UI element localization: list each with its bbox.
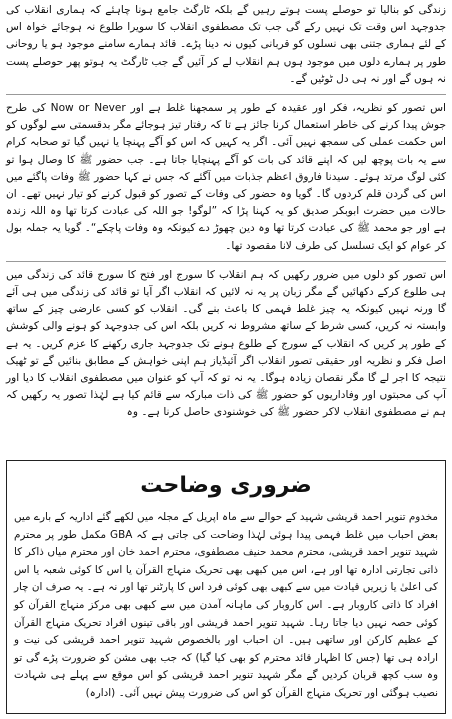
notice-body	[14, 509, 438, 703]
paragraph-divider	[6, 94, 446, 95]
notice-body-main: مکمل طور پر محترم شہید تنویر احمد قریشی، محترم محمد حنیف مصطفوی، محترم احمد خان اور محترم میاں ذاکر کا ذاتی تجارتی ادارہ تھا اور ہے، اس میں کبھی بھی تحریک منہاج القرآن یا اس کا کوئی شعبہ یا اس کی اعلیٰ یا زیریں قیادت میں سے کبھی بھی کوئی فرد اس کا پارٹنر تھا اور نہ ہے۔ یہ صرف ان چار افراد کا ذاتی کاروبار ہے۔ اس کاروبار کی ماہانہ آمدن میں سے کبھی بھی مرکز منہاج القرآن کو کوئی حصہ نہیں دیا جاتا رہا۔ شہید تنویر احمد قریشی اور باقی تینوں افراد تحریک منہاج القرآن کے عظیم کارکن اور ساتھی ہیں۔ ان احباب اور بالخصوص شہید تنویر احمد قریشی کی نیت و ارادہ ہی تھا (جس کا اظہار قائد محترم کو بھی کیا گیا) کہ جب بھی مشن کو ضرورت پڑے گی تو وہ سب کچھ قربان کردیں گے مگر شہید تنویر احمد قریشی کو اس موقع سے پہلے ہی شہادت نصیب ہوگئی اور تحریک منہاج القرآن کو اس کی ضرورت پیش نہیں آئی۔	[14, 528, 438, 699]
notice-signature: (ادارہ)	[85, 686, 116, 699]
article-paragraph-1: زندگی کو بنالیا تو حوصلے پست ہوتے رہیں گے بلکہ ٹارگٹ جامع ہونا چاہئے کہ ہماری انقلاب کی جدوجہد اس وقت تک نہیں رکے گی جب تک مصطفوی انقلاب کا سویرا طلوع نہ ہوجائے خواہ اس کے لئے ہماری جتنی بھی نسلوں کو قربانی کیوں نہ دینا پڑے۔ قائد ہمارے سامنے موجود ہو یا روحانی طور پر ہمارے دلوں میں موجود ہوں ہم انقلاب لے کر آئیں گے جب ٹارگٹ یہ ہوتو پھر حوصلے پست نہ ہوں گے اور نہ ہی دل ٹوٹیں گے۔	[6, 4, 446, 85]
article-paragraph-2: اس تصور کو نظریہ، فکر اور عقیدہ کے طور پر سمجھنا غلط ہے اور Now or Never کی طرح جوش پیدا کرنے کی خاطر استعمال کرنا جائز ہے تا کہ رفتار تیز ہوجائے مگر بدقسمتی سے لوگوں کو اس حکمت عملی کی سمجھ نہیں آئی۔ اگر یہ کہیں کہ اس کو آگے پہنچا یا نہیں گیا تو صحابہ کرام سے یہ بات پوچھ لیں کہ اپنے قائد کی بات کو آگے پہنچایا جاتا ہے۔ جب حضور ﷺ کا وصال ہوا تو کئی لوگ مرتد ہوئے۔ سیدنا فاروق اعظم جذبات میں آگئے کہ جس نے کہا حضور ﷺ وفات پاگئے میں اس کی گردن قلم کردوں گا۔ گویا وہ حضور کی وفات کے تصور کو قبول کرنے کو تیار نہیں تھے۔ ان حالات میں حضرت ابوبکر صدیق کو یہ کہنا پڑا کہ ”لوگو! جو اللہ کی عبادت کرتا تھا وہ اللہ زندہ ہے اور جو محمد ﷺ کی عبادت کرتا تھا وہ دین چھوڑ دے کیونکہ وہ وفات پاچکے“۔ گویا یہ جملہ بول کر عوام کو ایک تسلسل کی طرف لانا مقصود تھا۔	[6, 102, 446, 252]
clarification-notice-box	[6, 460, 446, 714]
paragraph-divider	[6, 261, 446, 262]
gba-label: GBA	[110, 528, 133, 541]
notice-body-intro: مخدوم تنویر احمد قریشی شہید کے حوالے سے ماہ اپریل کے مجلہ میں لکھے گئے اداریہ کے بارے میں بعض احباب میں غلط فہمی پیدا ہوئی لہٰذا وضاحت کی جاتی ہے کہ	[14, 511, 438, 541]
notice-title: ضروری وضاحت	[140, 473, 312, 498]
article-paragraph-3: اس تصور کو دلوں میں ضرور رکھیں کہ ہم انقلاب کا سورج اور فتح کا سورج قائد کی زندگی میں ہی طلوع کرکے دکھائیں گے مگر زبان پر یہ نہ لائیں کہ انقلاب اگر آیا تو قائد کی زندگی میں ہی آئے گا ورنہ نہیں کیونکہ یہ چیز غلط فہمی کا باعث بنے گی۔ انقلاب کو کسی عارضی چیز کے ساتھ وابستہ نہ کریں، کسی شرط کے ساتھ مشروط نہ کریں بلکہ اس کی جدوجہد کو ہونے والی کوشش کے طور پر کریں کہ انقلاب کے سورج کے طلوع ہونے تک جدوجہد جاری رکھنے کا عزم کریں۔ یہ ہے اصل فکر و نظریہ اور حقیقی تصور انقلاب اگر آئیڈیاز ہم اپنی خواہش کے مطابق بنائیں گے تو ٹھیک نتیجہ کا اجر لے گا مگر نقصان زیادہ ہوگا۔ یہ نہ تو کہ آپ کو عنوان میں مصطفوی انقلاب کا دیا اور آپ کی محبتوں اور وفاداریوں کو حضور ﷺ کی ذات مبارکہ سے قائم کیا ہے لہٰذا تصور یہ رکھیں کہ ہم نے مصطفوی انقلاب لاکر حضور ﷺ کی خوشنودی حاصل کرنا ہے۔ وہ	[6, 268, 446, 419]
